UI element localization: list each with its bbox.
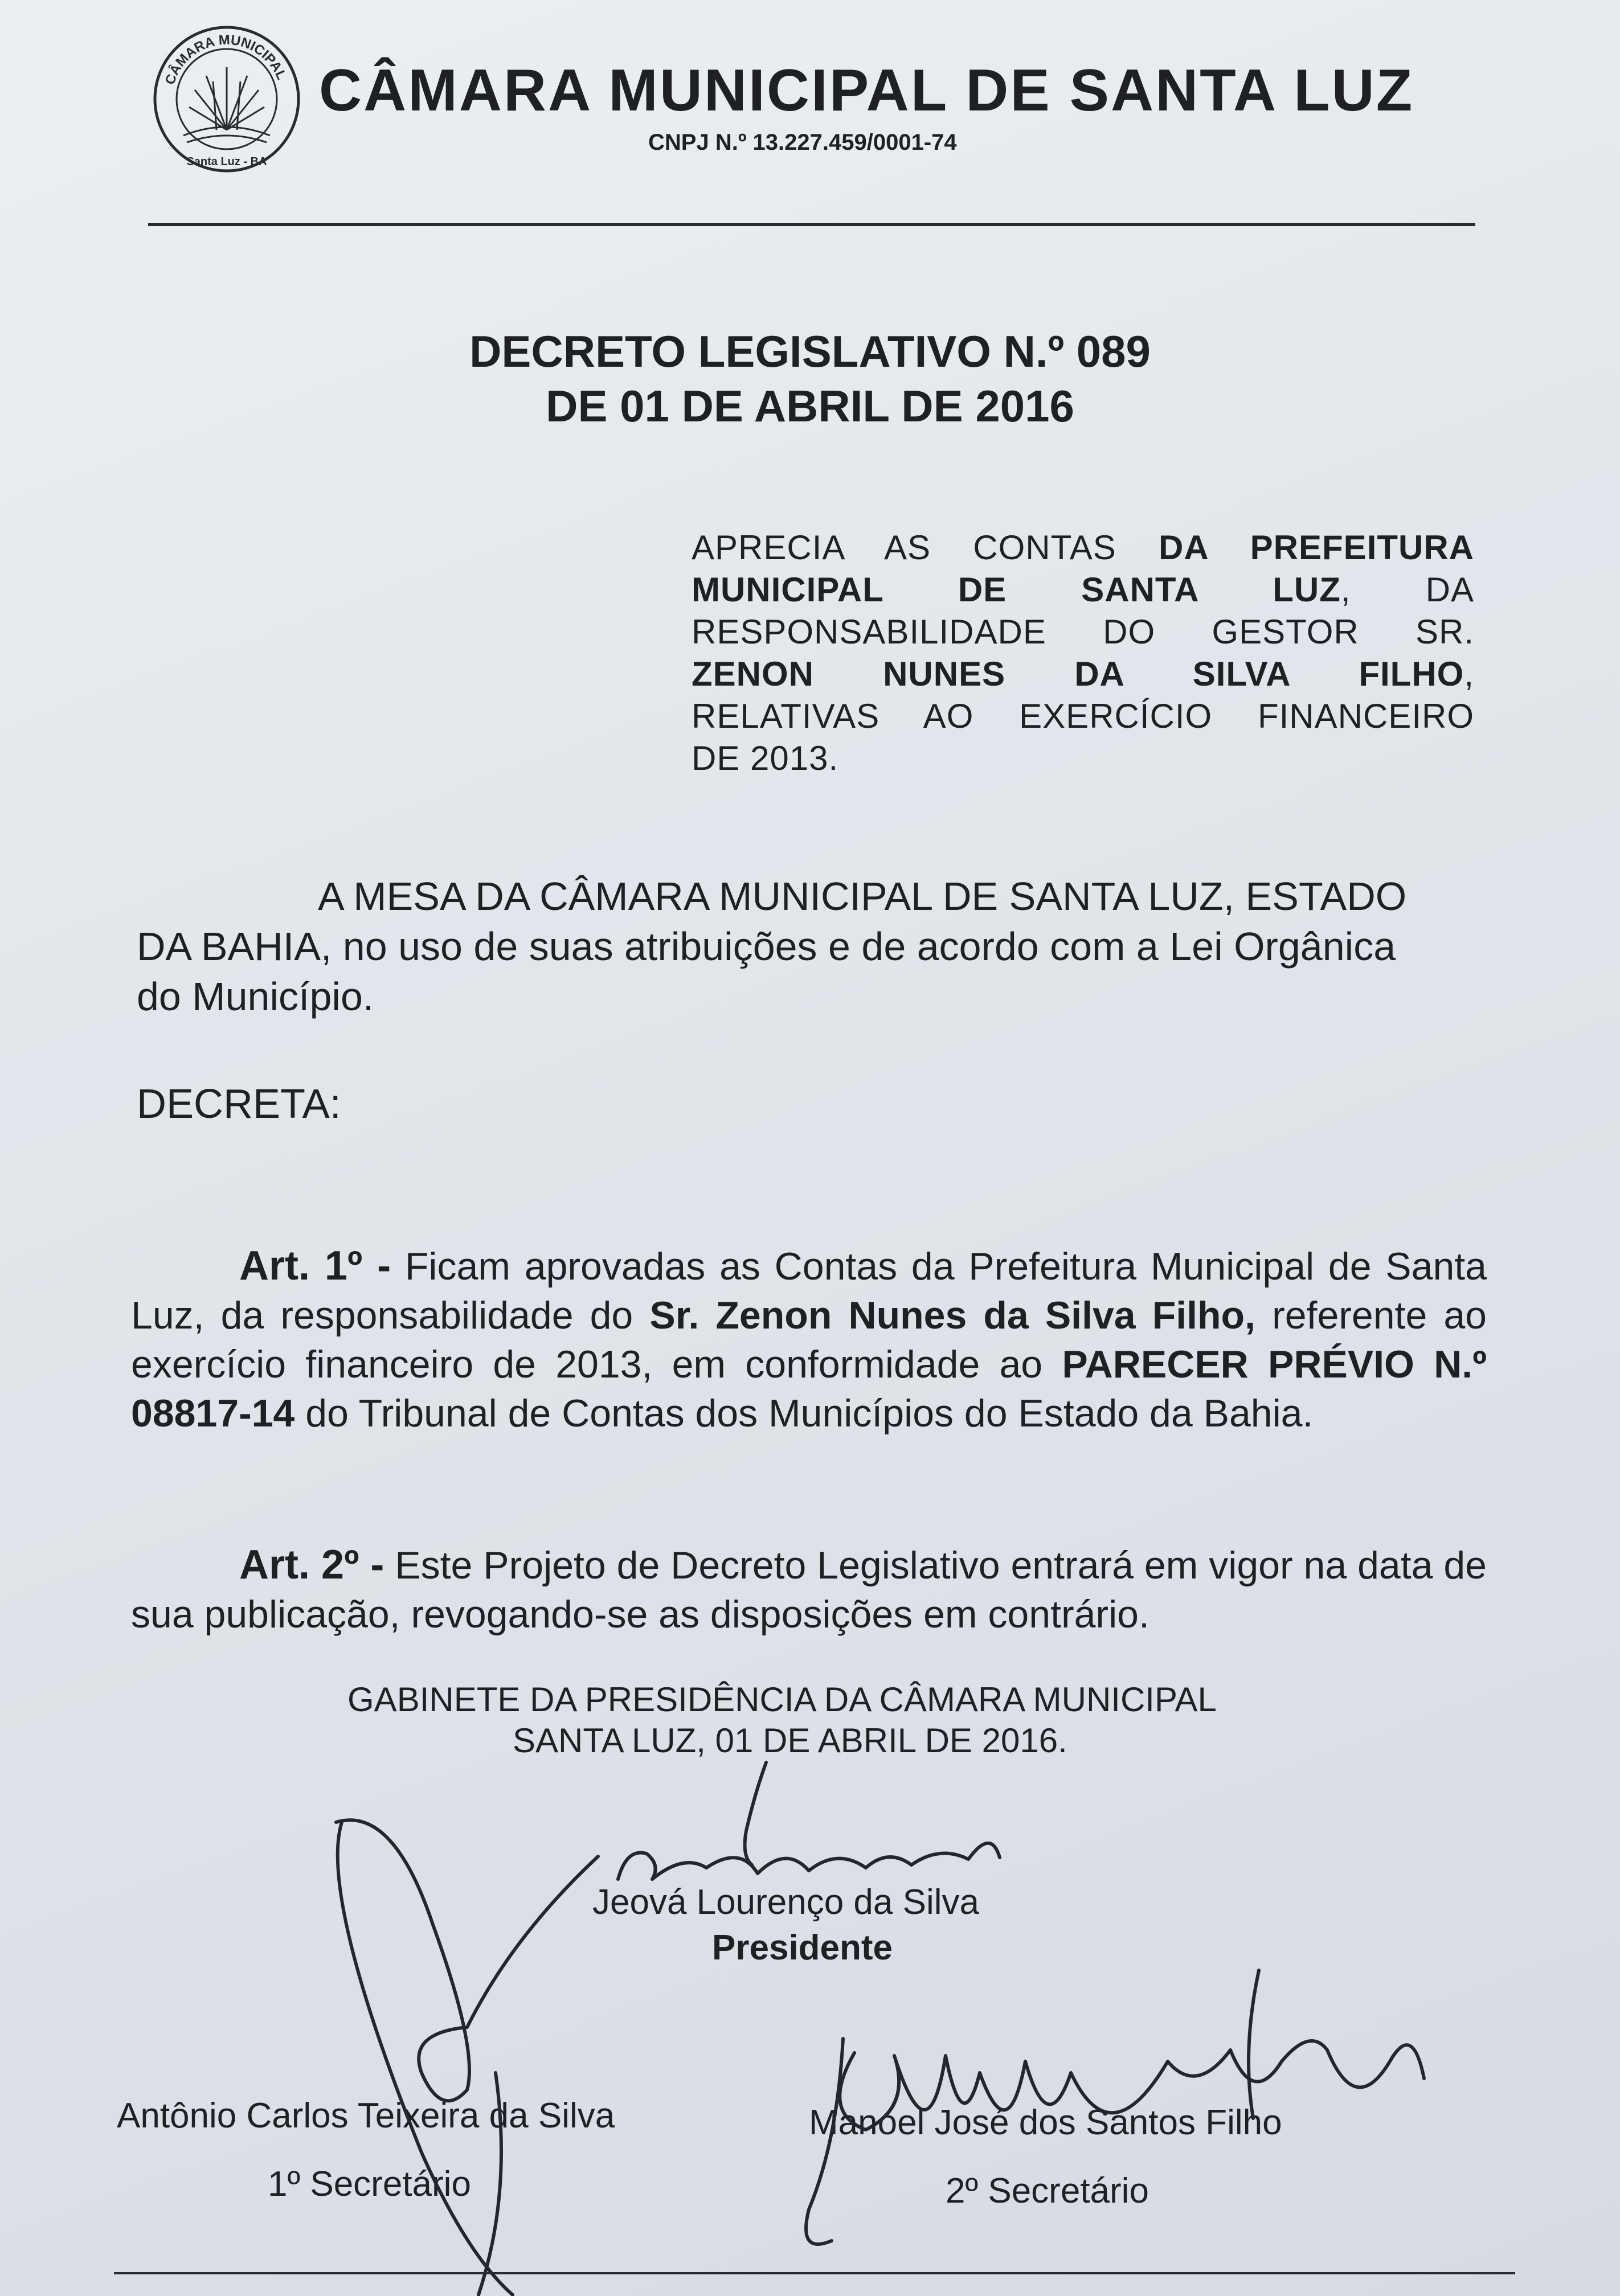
header-divider xyxy=(148,223,1475,226)
decree-title: DECRETO LEGISLATIVO N.º 089 xyxy=(469,326,1151,376)
preamble-rest: , no uso de suas atribuições e de acordo com a Lei Orgânica do Município. xyxy=(137,924,1396,1019)
seal-ring-text: CÂMARA MUNICIPAL xyxy=(162,32,289,87)
first-secretary-signature xyxy=(336,1820,598,2295)
second-secretary-name: Manoel José dos Santos Filho xyxy=(809,2103,1282,2142)
first-secretary-name: Antônio Carlos Teixeira da Silva xyxy=(117,2096,615,2135)
first-secretary-role: 1º Secretário xyxy=(268,2164,471,2204)
summary-line: APRECIA AS CONTAS DA PREFEITURA xyxy=(692,528,1475,567)
summary-line: ZENON NUNES DA SILVA FILHO, xyxy=(692,655,1474,693)
decree-date: DE 01 DE ABRIL DE 2016 xyxy=(546,381,1074,431)
article-1: Art. 1º - Ficam aprovadas as Contas da Prefeitura Municipal de Santa Luz, da responsabilidade do Sr. Zenon Nunes da Silva Filho, referente ao exercício financeiro de 2013, em conformidade ao PARECER PRÉVIO N.º 08817-14 do Tribunal de Contas dos Municípios do Estado da Bahia. xyxy=(131,1243,1487,1435)
prior-opinion-number: PARECER PRÉVIO N.º 08817-14 xyxy=(131,1343,1487,1435)
seal-city-text: Santa Luz - BA xyxy=(186,155,267,168)
article-2: Art. 2º - Este Projeto de Decreto Legislativo entrará em vigor na data de sua publicação, revogando-se as disposições em contrário. xyxy=(131,1542,1487,1636)
second-secretary-role: 2º Secretário xyxy=(946,2171,1149,2211)
manager-name: Sr. Zenon Nunes da Silva Filho, xyxy=(649,1294,1255,1337)
decreta-heading: DECRETA: xyxy=(137,1081,341,1127)
article-2-heading: Art. 2º - xyxy=(239,1542,384,1588)
summary-line: RELATIVAS AO EXERCÍCIO FINANCEIRO xyxy=(692,697,1474,735)
article-1-heading: Art. 1º - xyxy=(239,1243,391,1289)
summary-line: RESPONSABILIDADE DO GESTOR SR. xyxy=(692,613,1474,651)
president-signature xyxy=(618,1762,1000,1879)
footer-divider xyxy=(114,2272,1515,2274)
decree-summary xyxy=(692,527,1474,780)
president-name: Jeová Lourenço da Silva xyxy=(592,1883,980,1922)
summary-line: MUNICIPAL DE SANTA LUZ, DA xyxy=(692,571,1474,609)
municipal-seal xyxy=(149,22,304,177)
president-role: Presidente xyxy=(712,1928,893,1967)
closing-place-date: SANTA LUZ, 01 DE ABRIL DE 2016. xyxy=(513,1721,1067,1760)
cnpj-number: CNPJ N.º 13.227.459/0001-74 xyxy=(648,130,957,155)
closing-office: GABINETE DA PRESIDÊNCIA DA CÂMARA MUNICIPAL xyxy=(347,1680,1217,1719)
chamber-name-heading: CÂMARA MUNICIPAL DE SANTA LUZ xyxy=(319,58,1414,124)
preamble-paragraph xyxy=(137,871,1424,1022)
summary-line: DE 2013. xyxy=(692,739,839,777)
seal-sisal-plant-icon xyxy=(183,67,270,142)
preamble-lead: A MESA DA CÂMARA MUNICIPAL DE SANTA LUZ, ESTADO DA BAHIA xyxy=(137,874,1407,969)
